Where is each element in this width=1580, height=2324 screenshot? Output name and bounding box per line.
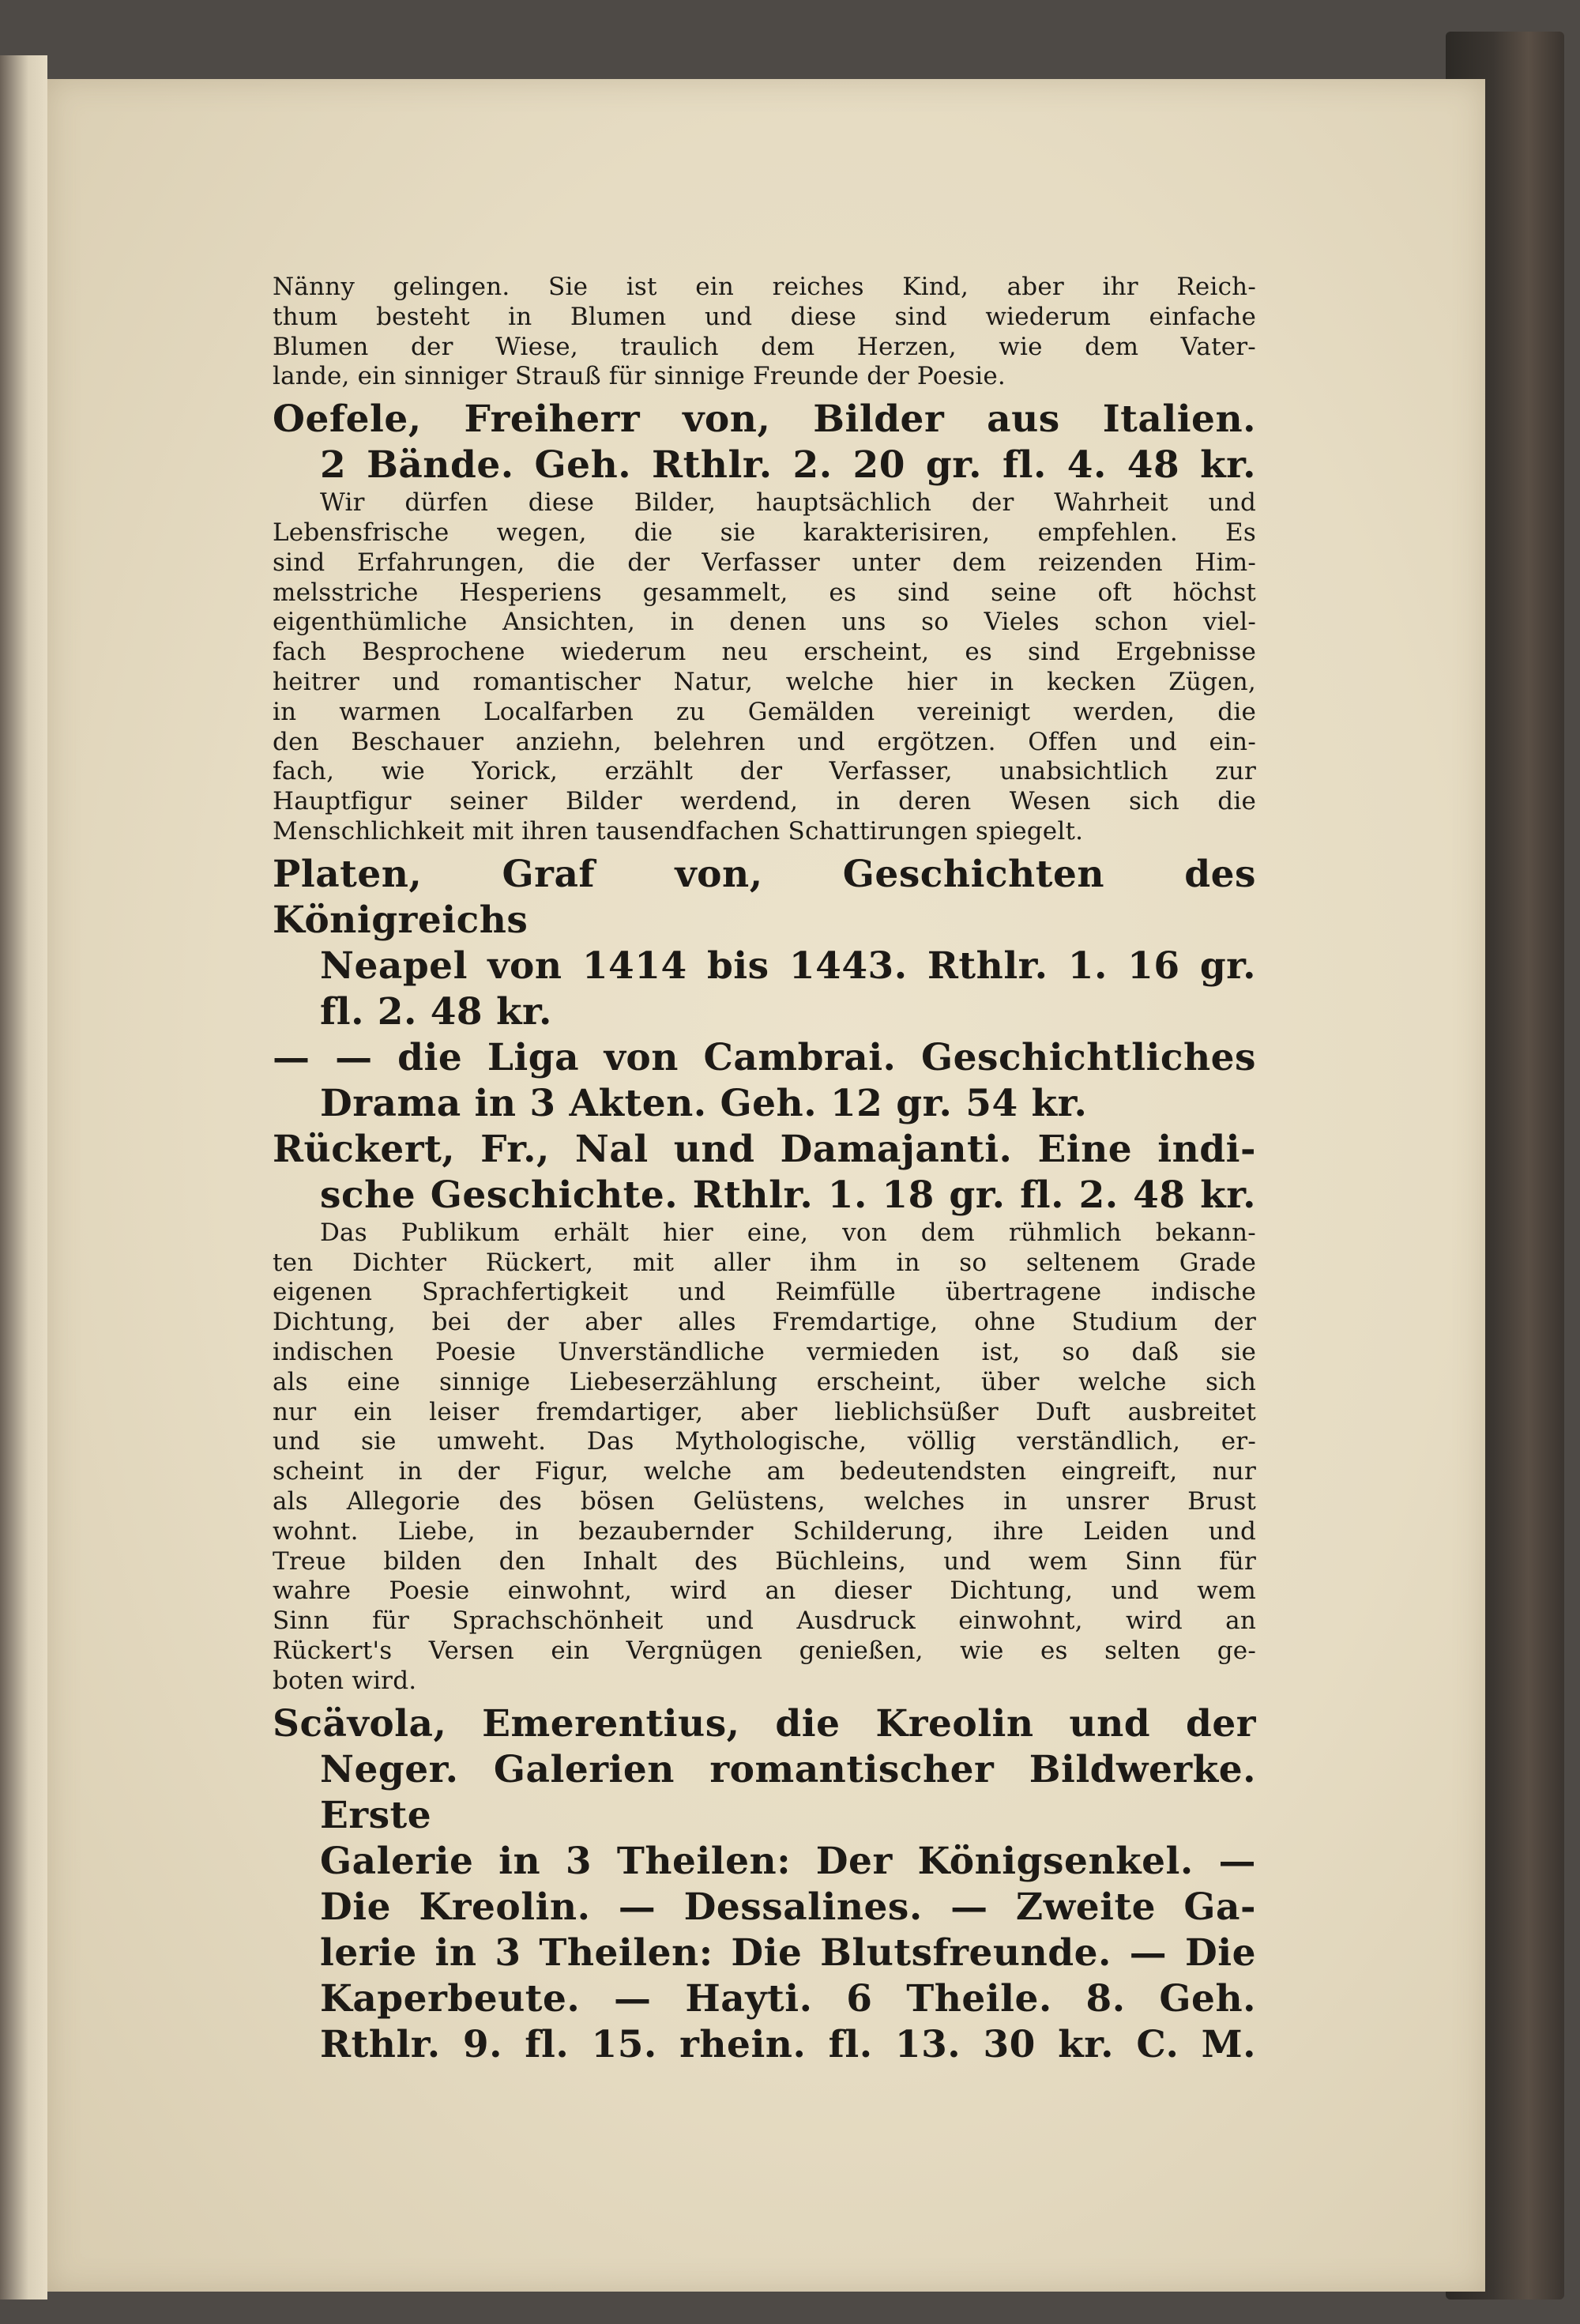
text-line: Wir dürfen diese Bilder, hauptsächlich der Wahrheit und (320, 488, 1256, 518)
text-line: und sie umweht. Das Mythologische, völlig verständlich, er- (273, 1427, 1256, 1456)
text-line: thum besteht in Blumen und diese sind wiederum einfache (273, 302, 1256, 331)
text-line: ten Dichter Rückert, mit aller ihm in so seltenem Grade (273, 1248, 1256, 1277)
text-line: lande, ein sinniger Strauß für sinnige Freunde der Poesie. (273, 362, 1006, 391)
text-line: sind Erfahrungen, die der Verfasser unter dem reizenden Him- (273, 548, 1256, 577)
entry-line: Galerie in 3 Theilen: Der Königsenkel. — (320, 1839, 1256, 1883)
text-line: indischen Poesie Unverständliche vermieden ist, so daß sie (273, 1337, 1256, 1366)
text-line: fach, wie Yorick, erzählt der Verfasser, unabsichtlich zur (273, 757, 1256, 786)
entry-line: 2 Bände. Geh. Rthlr. 2. 20 gr. fl. 4. 48 kr. (320, 443, 1256, 488)
left-page-edge (0, 55, 47, 2300)
text-line: Blumen der Wiese, traulich dem Herzen, wie dem Vater- (273, 332, 1256, 361)
text-line: fach Besprochene wiederum neu erscheint, es sind Ergebnisse (273, 638, 1256, 667)
entry-line: — — die Liga von Cambrai. Geschichtliches (273, 1035, 1256, 1079)
text-line: melsstriche Hesperiens gesammelt, es sind seine oft höchst (273, 578, 1256, 607)
entry-line: fl. 2. 48 kr. (320, 989, 552, 1034)
entry-line: Neger. Galerien romantischer Bildwerke. Erste (320, 1747, 1256, 1837)
text-line: den Beschauer anziehn, belehren und ergötzen. Offen und ein- (273, 727, 1256, 756)
text-line: Sinn für Sprachschönheit und Ausdruck einwohnt, wird an (273, 1606, 1256, 1636)
entry-line: Rthlr. 9. fl. 15. rhein. fl. 13. 30 kr. C. M. (320, 2022, 1256, 2066)
entry-rueckert (273, 1127, 1256, 1218)
text-line: Dichtung, bei der aber alles Fremdartige, ohne Studium der (273, 1308, 1256, 1337)
text-line: Hauptfigur seiner Bilder werdend, in deren Wesen sich die (273, 787, 1256, 816)
paragraph-naenny-description (273, 273, 1256, 392)
text-line: Menschlichkeit mit ihren tausendfachen Schattirungen spiegelt. (273, 816, 1084, 846)
text-line: nur ein leiser fremdartiger, aber lieblichsüßer Duft ausbreitet (273, 1397, 1256, 1426)
paragraph-rueckert-description (273, 1218, 1256, 1697)
entry-platen-geschichten (273, 852, 1256, 1035)
text-line: boten wird. (273, 1666, 417, 1695)
text-line: Das Publikum erhält hier eine, von dem rühmlich bekann- (320, 1218, 1256, 1247)
text-line: Rückert's Versen ein Vergnügen genießen, wie es selten ge- (273, 1636, 1256, 1665)
text-line: Lebensfrische wegen, die sie karakterisiren, empfehlen. Es (273, 518, 1256, 547)
page-text-block (273, 273, 1256, 2068)
entry-platen-liga (273, 1035, 1256, 1127)
text-line: in warmen Localfarben zu Gemälden vereinigt werden, die (273, 697, 1256, 726)
text-line: wohnt. Liebe, in bezaubernder Schilderung, ihre Leiden und (273, 1516, 1256, 1546)
entry-line: sche Geschichte. Rthlr. 1. 18 gr. fl. 2. 48 kr. (320, 1173, 1256, 1217)
text-line: Nänny gelingen. Sie ist ein reiches Kind, aber ihr Reich- (273, 273, 1256, 301)
entry-line: Rückert, Fr., Nal und Damajanti. Eine indi- (273, 1127, 1256, 1171)
text-line: heitrer und romantischer Natur, welche hier in kecken Zügen, (273, 667, 1256, 696)
entry-line: Drama in 3 Akten. Geh. 12 gr. 54 kr. (320, 1081, 1088, 1125)
text-line: scheint in der Figur, welche am bedeutendsten eingreift, nur (273, 1457, 1256, 1486)
text-line: wahre Poesie einwohnt, wird an dieser Dichtung, und wem (273, 1576, 1256, 1606)
text-line: eigenen Sprachfertigkeit und Reimfülle übertragene indische (273, 1278, 1256, 1307)
entry-line: Scävola, Emerentius, die Kreolin und der (273, 1701, 1256, 1746)
entry-line: lerie in 3 Theilen: Die Blutsfreunde. — Die (320, 1930, 1256, 1975)
entry-line: Die Kreolin. — Dessalines. — Zweite Ga- (320, 1885, 1256, 1929)
entry-line: Oefele, Freiherr von, Bilder aus Italien. (273, 397, 1256, 442)
text-line: eigenthümliche Ansichten, in denen uns so Vieles schon viel- (273, 608, 1256, 637)
text-line: als eine sinnige Liebeserzählung erscheint, über welche sich (273, 1367, 1256, 1396)
entry-line: Kaperbeute. — Hayti. 6 Theile. 8. Geh. (320, 1976, 1256, 2021)
text-line: als Allegorie des bösen Gelüstens, welches in unsrer Brust (273, 1486, 1256, 1516)
entry-scaevola (273, 1701, 1256, 2068)
entry-line: Platen, Graf von, Geschichten des Königreichs (273, 852, 1256, 942)
text-line: Treue bilden den Inhalt des Büchleins, und wem Sinn für (273, 1546, 1256, 1576)
paragraph-oefele-description (273, 488, 1256, 847)
entry-oefele (273, 397, 1256, 488)
entry-line: Neapel von 1414 bis 1443. Rthlr. 1. 16 gr. (320, 944, 1256, 988)
